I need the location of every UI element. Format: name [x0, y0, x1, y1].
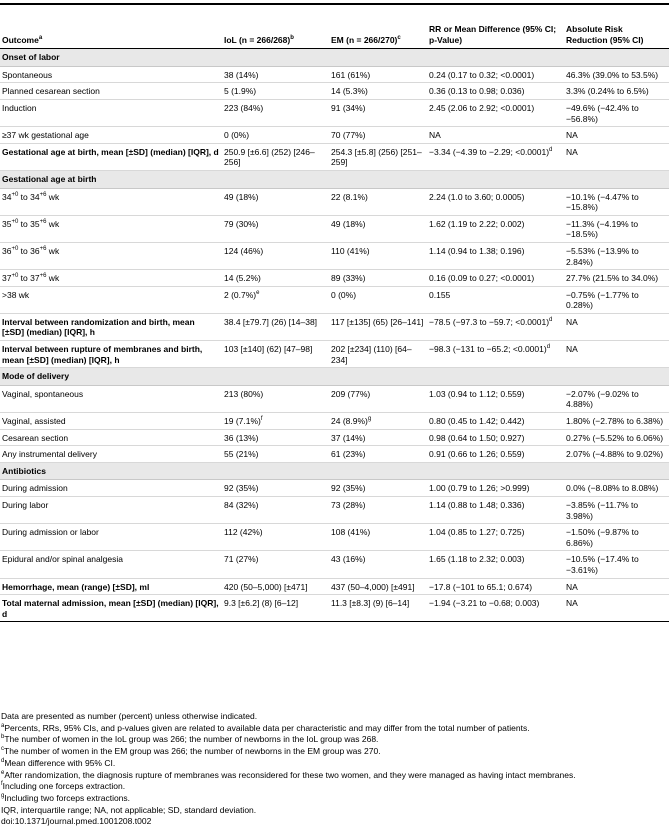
- table-row: [0, 524, 669, 551]
- em-cell: 24 $(8.9\%)^g$: [329, 413, 427, 430]
- table-row: [0, 242, 669, 269]
- rr-cell: 1.65 (1.18 to 2.32; 0.003): [427, 551, 564, 578]
- rr-cell: 0.155: [427, 286, 564, 313]
- outcome-cell: Spontaneous: [0, 66, 222, 83]
- rr-cell: 1.14 (0.88 to 1.48; 0.336): [427, 497, 564, 524]
- outcome-cell: $35^{+0}$ to $35^{+6}$ wk: [0, 215, 222, 242]
- ar-cell: NA: [564, 143, 669, 170]
- iol-cell: 420 (50–5,000) [±471]: [222, 578, 329, 595]
- em-cell: 89 (33%): [329, 270, 427, 287]
- outcome-cell: Epidural and/or spinal analgesia: [0, 551, 222, 578]
- em-cell: 0 (0%): [329, 286, 427, 313]
- table-row: [0, 341, 669, 368]
- rr-cell: 1.03 (0.94 to 1.12; 0.559): [427, 385, 564, 412]
- iol-cell: 0 (0%): [222, 127, 329, 144]
- iol-cell: 49 (18%): [222, 188, 329, 215]
- em-cell: 61 (23%): [329, 446, 427, 463]
- outcome-cell: >38 wk: [0, 286, 222, 313]
- table-row: [0, 143, 669, 170]
- em-cell: 92 (35%): [329, 480, 427, 497]
- rr-cell: 0.16 (0.09 to 0.27; <0.0001): [427, 270, 564, 287]
- outcome-cell: Induction: [0, 99, 222, 126]
- rr-cell: 0.24 (0.17 to 0.32; <0.0001): [427, 66, 564, 83]
- em-cell: 22 (8.1%): [329, 188, 427, 215]
- iol-cell: 84 (32%): [222, 497, 329, 524]
- iol-cell: 71 (27%): [222, 551, 329, 578]
- header-rr: RR or Mean Difference (95% CI; p-Value): [427, 22, 564, 49]
- outcome-cell: Interval between randomization and birth, mean [±SD] (median) [IQR], h: [0, 313, 222, 340]
- table-row: [0, 313, 669, 340]
- ar-cell: 0.27% (−5.52% to 6.06%): [564, 429, 669, 446]
- header-row: [0, 22, 669, 49]
- outcome-cell: Vaginal, spontaneous: [0, 385, 222, 412]
- outcome-cell: During labor: [0, 497, 222, 524]
- ar-cell: 27.7% (21.5% to 34.0%): [564, 270, 669, 287]
- iol-cell: 36 (13%): [222, 429, 329, 446]
- ar-cell: 46.3% (39.0% to 53.5%): [564, 66, 669, 83]
- rr-cell: NA: [427, 127, 564, 144]
- rr-cell: 1.62 (1.19 to 2.22; 0.002): [427, 215, 564, 242]
- ar-cell: NA: [564, 127, 669, 144]
- footnote: doi:10.1371/journal.pmed.1001208.t002: [1, 816, 152, 827]
- ar-cell: 0.0% (−8.08% to 8.08%): [564, 480, 669, 497]
- rr-cell: 2.24 (1.0 to 3.60; 0.0005): [427, 188, 564, 215]
- table-row: [0, 215, 669, 242]
- outcome-cell: $36^{+0}$ to $36^{+6}$ wk: [0, 242, 222, 269]
- ar-cell: −0.75% (−1.77% to 0.28%): [564, 286, 669, 313]
- table-row: [0, 413, 669, 430]
- section-title: Gestational age at birth: [0, 170, 669, 188]
- iol-cell: 92 (35%): [222, 480, 329, 497]
- header-outcome: Outcome$^a$: [0, 22, 222, 49]
- outcome-cell: During admission or labor: [0, 524, 222, 551]
- footnote: $^d$Mean difference with 95% CI.: [1, 757, 116, 768]
- ar-cell: 1.80% (−2.78% to 6.38%): [564, 413, 669, 430]
- em-cell: 254.3 [±5.8] (256) [251–259]: [329, 143, 427, 170]
- rr-cell: 0.98 (0.64 to 1.50; 0.927): [427, 429, 564, 446]
- table-row: [0, 286, 669, 313]
- ar-cell: 2.07% (−4.88% to 9.02%): [564, 446, 669, 463]
- ar-cell: −5.53% (−13.9% to 2.84%): [564, 242, 669, 269]
- ar-cell: −11.3% (−4.19% to −18.5%): [564, 215, 669, 242]
- ar-cell: −49.6% (−42.4% to −56.8%): [564, 99, 669, 126]
- table-body: [0, 49, 669, 622]
- iol-cell: 79 (30%): [222, 215, 329, 242]
- outcome-cell: ≥37 wk gestational age: [0, 127, 222, 144]
- rr-cell: 2.45 (2.06 to 2.92; <0.0001): [427, 99, 564, 126]
- outcome-cell: Interval between rupture of membranes and birth, mean [±SD] (median) [IQR], h: [0, 341, 222, 368]
- rr-cell: 1.00 (0.79 to 1.26; >0.999): [427, 480, 564, 497]
- rr-cell: −17.8 (−101 to 65.1; 0.674): [427, 578, 564, 595]
- ar-cell: NA: [564, 313, 669, 340]
- table-row: [0, 385, 669, 412]
- iol-cell: 250.9 [±6.6] (252) [246–256]: [222, 143, 329, 170]
- rr-cell: 0.36 (0.13 to 0.98; 0.036): [427, 83, 564, 100]
- table-row: [0, 578, 669, 595]
- footnote: $^c$The number of women in the EM group was 266; the number of newborns in the EM group was 270.: [1, 746, 381, 757]
- section-title: Antibiotics: [0, 462, 669, 480]
- iol-cell: 103 [±140] (62) [47–98]: [222, 341, 329, 368]
- ar-cell: −3.85% (−11.7% to 3.98%): [564, 497, 669, 524]
- table-row: [0, 480, 669, 497]
- ar-cell: −2.07% (−9.02% to 4.88%): [564, 385, 669, 412]
- ar-cell: −1.50% (−9.87% to 6.86%): [564, 524, 669, 551]
- section-header-row: [0, 170, 669, 188]
- section-header-row: [0, 368, 669, 386]
- table-row: [0, 446, 669, 463]
- footnote: $^f$Including one forceps extraction.: [1, 781, 126, 792]
- iol-cell: 14 (5.2%): [222, 270, 329, 287]
- em-cell: 117 [±135] (65) [26–141]: [329, 313, 427, 340]
- em-cell: 49 (18%): [329, 215, 427, 242]
- footnote: IQR, interquartile range; NA, not applicable; SD, standard deviation.: [1, 804, 257, 815]
- header-ar: Absolute Risk Reduction (95% CI): [564, 22, 669, 49]
- table-row: [0, 188, 669, 215]
- em-cell: 43 (16%): [329, 551, 427, 578]
- rr-cell: 1.04 (0.85 to 1.27; 0.725): [427, 524, 564, 551]
- ar-cell: −10.1% (−4.47% to −15.8%): [564, 188, 669, 215]
- iol-cell: 55 (21%): [222, 446, 329, 463]
- em-cell: 209 (77%): [329, 385, 427, 412]
- outcome-cell: Hemorrhage, mean (range) [±SD], ml: [0, 578, 222, 595]
- outcome-cell: Gestational age at birth, mean [±SD] (median) [IQR], d: [0, 143, 222, 170]
- outcome-cell: During admission: [0, 480, 222, 497]
- em-cell: 91 (34%): [329, 99, 427, 126]
- table-row: [0, 429, 669, 446]
- table-row: [0, 595, 669, 622]
- outcome-cell: $34^{+0}$ to $34^{+6}$ wk: [0, 188, 222, 215]
- em-cell: 110 (41%): [329, 242, 427, 269]
- header-em: EM (n = 266/270)$^c$: [329, 22, 427, 49]
- iol-cell: 223 (84%): [222, 99, 329, 126]
- rr-cell: −98.3 (−131 to −65.2; <0.0001)$^d$: [427, 341, 564, 368]
- outcome-cell: Vaginal, assisted: [0, 413, 222, 430]
- em-cell: 73 (28%): [329, 497, 427, 524]
- top-rule: [0, 3, 669, 5]
- outcome-cell: Total maternal admission, mean [±SD] (median) [IQR], d: [0, 595, 222, 622]
- em-cell: 202 [±234] (110) [64–234]: [329, 341, 427, 368]
- header-iol: IoL (n = 266/268)$^b$: [222, 22, 329, 49]
- rr-cell: −1.94 (−3.21 to −0.68; 0.003): [427, 595, 564, 622]
- footnote: $^a$Percents, RRs, 95% CIs, and p-values given are related to available data per characteristic and may differ from the total number of patients.: [1, 722, 530, 733]
- section-title: Onset of labor: [0, 49, 669, 67]
- outcome-cell: Cesarean section: [0, 429, 222, 446]
- section-title: Mode of delivery: [0, 368, 669, 386]
- em-cell: 108 (41%): [329, 524, 427, 551]
- em-cell: 11.3 [±8.3] (9) [6–14]: [329, 595, 427, 622]
- rr-cell: 0.91 (0.66 to 1.26; 0.559): [427, 446, 564, 463]
- rr-cell: 1.14 (0.94 to 1.38; 0.196): [427, 242, 564, 269]
- ar-cell: NA: [564, 341, 669, 368]
- footnote: $^e$After randomization, the diagnosis rupture of membranes was reconsidered for these two women, and they were managed as having intact membranes.: [1, 769, 576, 780]
- table-row: [0, 99, 669, 126]
- iol-cell: 2 $(0.7\%)^e$: [222, 286, 329, 313]
- em-cell: 14 (5.3%): [329, 83, 427, 100]
- rr-cell: 0.80 (0.45 to 1.42; 0.442): [427, 413, 564, 430]
- iol-cell: 124 (46%): [222, 242, 329, 269]
- iol-cell: 112 (42%): [222, 524, 329, 551]
- section-header-row: [0, 49, 669, 67]
- outcome-cell: Any instrumental delivery: [0, 446, 222, 463]
- table-row: [0, 66, 669, 83]
- table-row: [0, 270, 669, 287]
- table-row: [0, 551, 669, 578]
- footnote: $^b$The number of women in the IoL group was 266; the number of newborns in the IoL group was 268.: [1, 734, 379, 745]
- iol-cell: 213 (80%): [222, 385, 329, 412]
- outcomes-table: [0, 22, 669, 622]
- ar-cell: NA: [564, 595, 669, 622]
- table-row: [0, 497, 669, 524]
- table-row: [0, 127, 669, 144]
- iol-cell: 5 (1.9%): [222, 83, 329, 100]
- em-cell: 437 (50–4,000) [±491]: [329, 578, 427, 595]
- rr-cell: −3.34 (−4.39 to −2.29; <0.0001)$^d$: [427, 143, 564, 170]
- footnote: Data are presented as number (percent) unless otherwise indicated.: [1, 711, 258, 721]
- outcome-cell: $37^{+0}$ to $37^{+6}$ wk: [0, 270, 222, 287]
- table-row: [0, 83, 669, 100]
- ar-cell: NA: [564, 578, 669, 595]
- iol-cell: 19 $(7.1\%)^f$: [222, 413, 329, 430]
- rr-cell: −78.5 (−97.3 to −59.7; <0.0001)$^d$: [427, 313, 564, 340]
- table-footnotes: [1, 711, 669, 828]
- outcome-cell: Planned cesarean section: [0, 83, 222, 100]
- em-cell: 70 (77%): [329, 127, 427, 144]
- section-header-row: [0, 462, 669, 480]
- footnote: $^g$Including two forceps extractions.: [1, 792, 131, 803]
- ar-cell: 3.3% (0.24% to 6.5%): [564, 83, 669, 100]
- ar-cell: −10.5% (−17.4% to −3.61%): [564, 551, 669, 578]
- iol-cell: 38 (14%): [222, 66, 329, 83]
- iol-cell: 9.3 [±6.2] (8) [6–12]: [222, 595, 329, 622]
- em-cell: 161 (61%): [329, 66, 427, 83]
- em-cell: 37 (14%): [329, 429, 427, 446]
- iol-cell: 38.4 [±79.7] (26) [14–38]: [222, 313, 329, 340]
